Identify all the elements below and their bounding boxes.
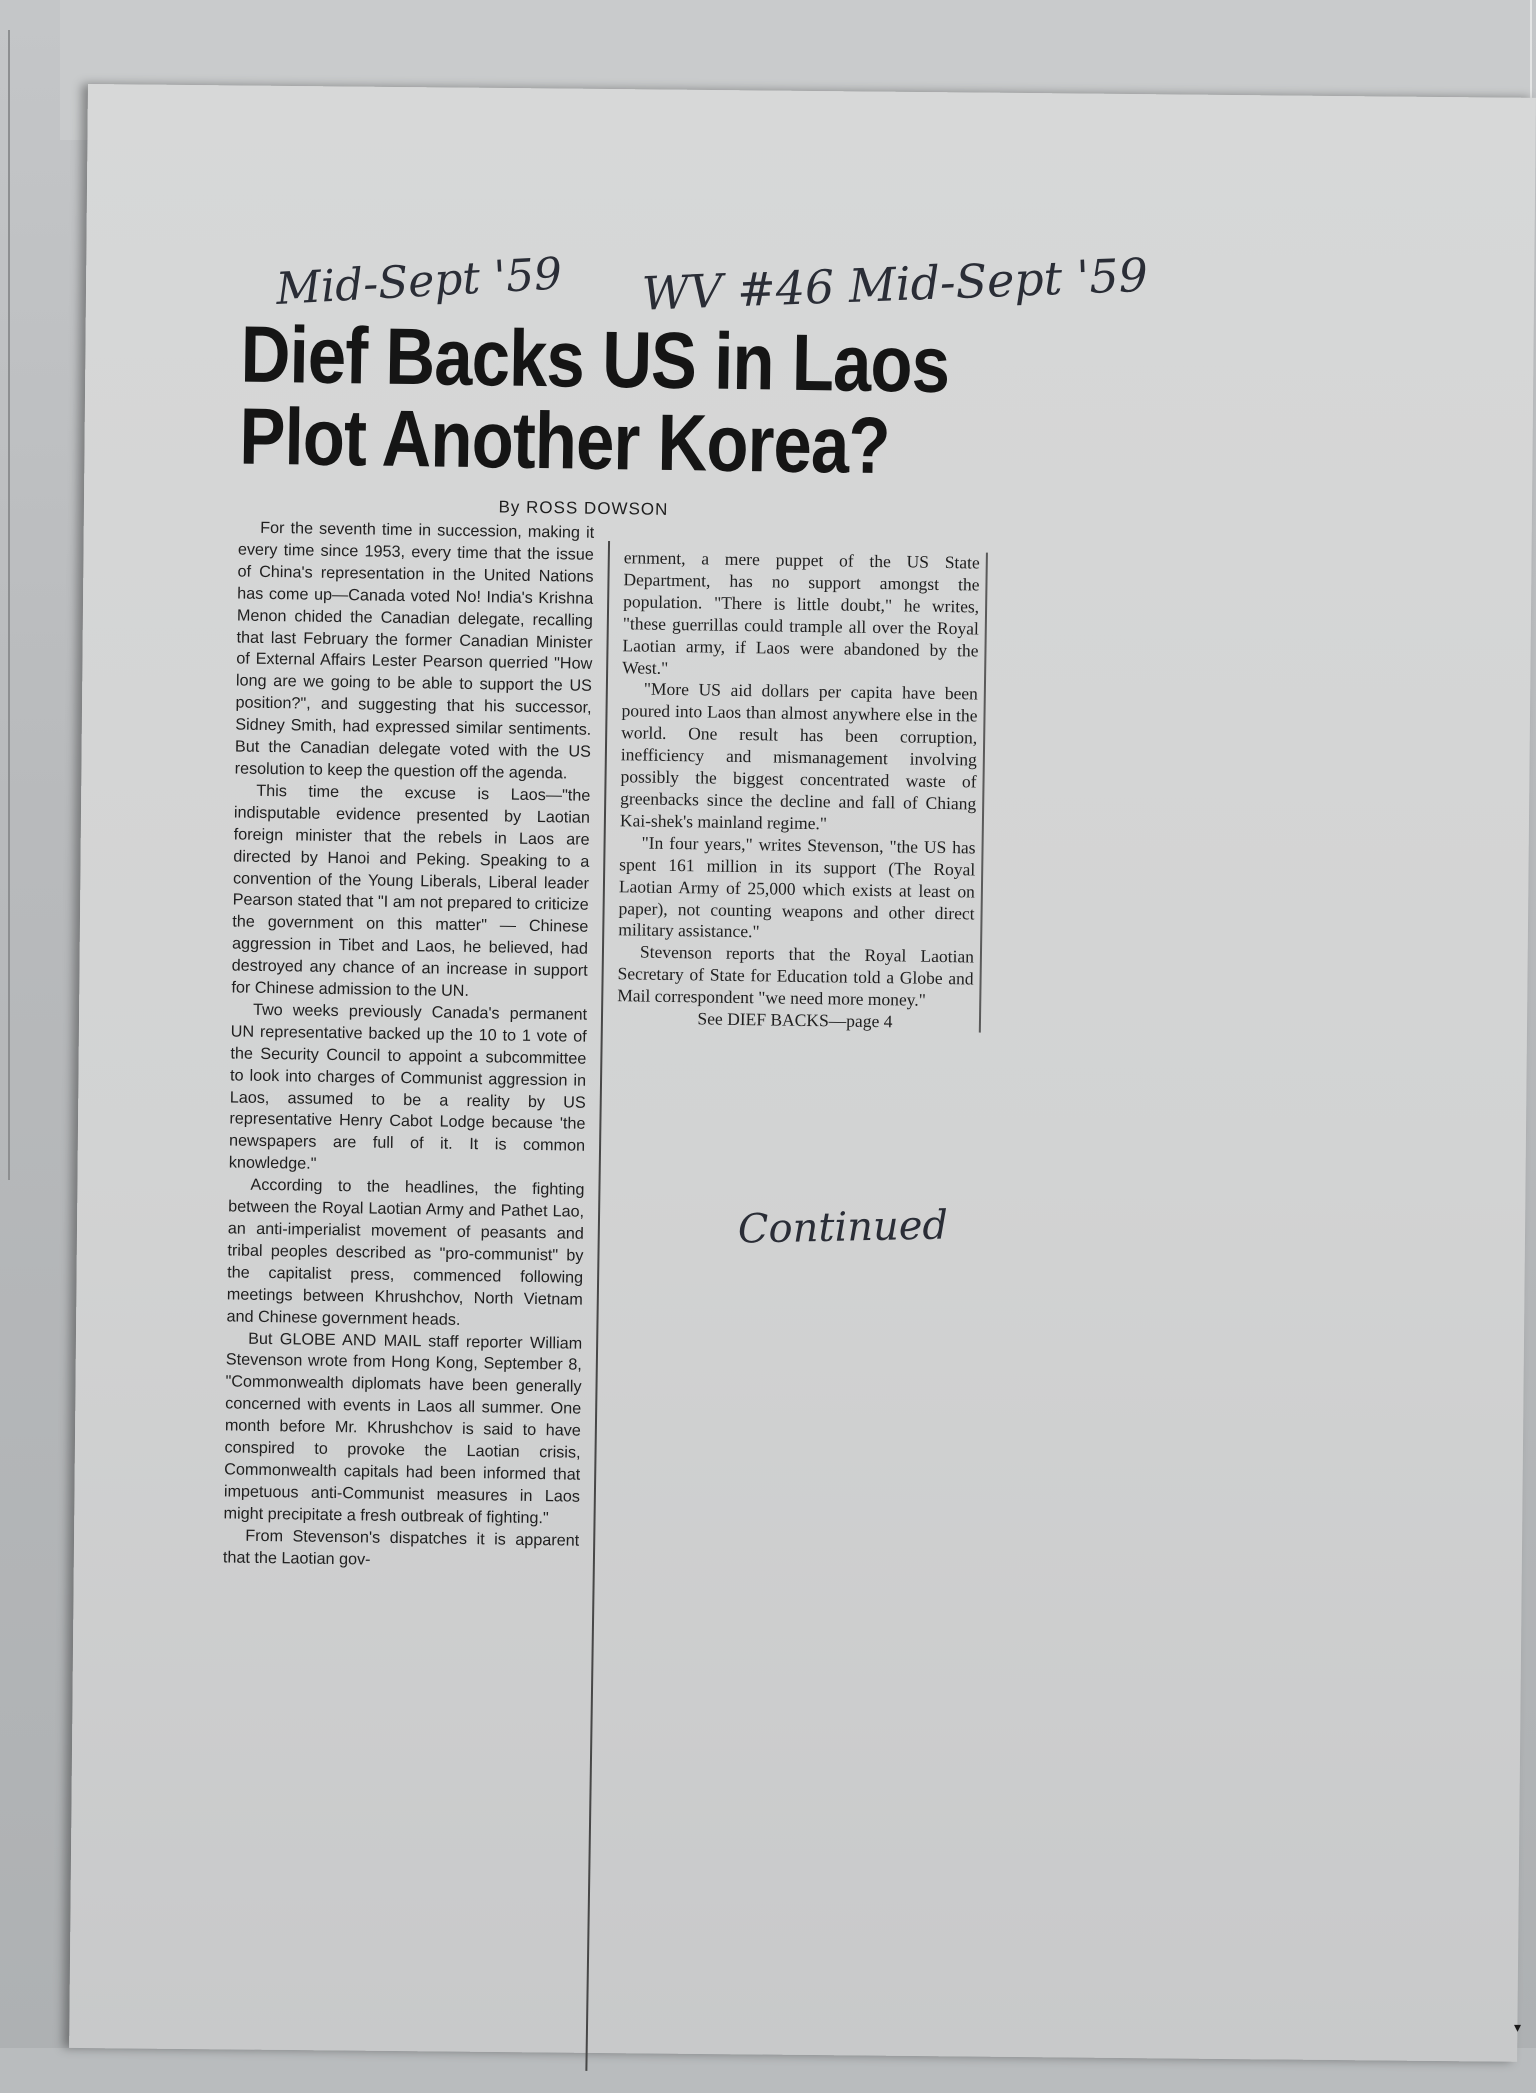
clipping-edge: [979, 553, 988, 1033]
article-column-2: [617, 547, 980, 1034]
headline-line-2: Plot Another Korea?: [238, 391, 891, 491]
paragraph: This time the excuse is Laos—"the indisputable evidence presented by Laotian foreign minister that the rebels in Laos are directed by Hanoi and Peking. Speaking to a convention of the Young Liberals, Liberal leader Pearson stated that "I am not prepared to criticize the government on this matter" — Chinese aggression in Tibet and Laos, he believed, had destroyed any chance of an increase in support for Chinese admission to the UN.: [231, 781, 591, 1001]
paragraph: For the seventh time in succession, making it every time since 1953, every time that the issue of China's representation in the United Nations has come up—Canada voted No! India's Krishna Menon chided the Canadian delegate, recalling that last February the former Canadian Minister of External Affairs Lester Pearson querried "How long are we going to be able to support the US position?", and suggesting that his successor, Sidney Smith, had expressed similar sentiments. But the Canadian delegate voted with the US resolution to keep the question off the agenda.: [234, 518, 595, 783]
paragraph: ernment, a mere puppet of the US State Department, has no support amongst the population. "There is little doubt," he writes, "these guerrillas could trample all over the Royal Laotian army, if Laos were abandoned by the West.": [622, 547, 980, 678]
article-column-1: [223, 518, 595, 1575]
scrapbook-page: [69, 84, 1536, 2062]
headline: [238, 309, 950, 491]
paragraph: Stevenson reports that the Royal Laotian Secretary of State for Education told a Globe and Mail correspondent "we need more money.": [617, 941, 975, 1010]
binder-edge: [8, 30, 10, 1180]
paragraph: But GLOBE AND MAIL staff reporter William Stevenson wrote from Hong Kong, September 8, "Commonwealth diplomats have been generally concerned with events in Laos all summer. One month before Mr. Khrushchov is said to have conspired to provoke the Laotian crisis, Commonwealth capitals had been informed that impetuous anti-Communist measures in Laos might precipitate a fresh outbreak of fighting.": [223, 1329, 583, 1528]
byline: By ROSS DOWSON: [498, 497, 669, 519]
newspaper-clipping: [205, 235, 1149, 2086]
headline-line-1: Dief Backs US in Laos: [240, 309, 950, 410]
paragraph: According to the headlines, the fighting between the Royal Laotian Army and Pathet Lao, an anti-imperialist movement of peasants and tribal peoples described as "pro-communist" by the capitalist press, commenced following meetings between Khrushchov, North Vietnam and Chinese government heads.: [226, 1175, 585, 1329]
paragraph: "In four years," writes Stevenson, "the US has spent 161 million in its support (The Royal Laotian Army of 25,000 which exists at least on paper), not counting weapons and other direct military assistance.": [618, 832, 976, 942]
handwritten-reference: WV #46 Mid-Sept '59: [641, 247, 1149, 321]
paragraph: From Stevenson's dispatches it is apparent that the Laotian gov-: [222, 1526, 580, 1569]
paragraph: Two weeks previously Canada's permanent UN representative backed up the 10 to 1 vote of the Security Council to appoint a subcommittee to look into charges of Communist aggression in Laos, assumed to be a reality by US representative Henry Cabot Lodge because 'the newspapers are full of it. It is common knowledge.": [228, 1000, 588, 1174]
paragraph: "More US aid dollars per capita have been poured into Laos than almost anywhere else in the world. One result has been corruption, inefficiency and mismanagement involving possibly the biggest concentrated waste of greenbacks since the decline and fall of Chiang Kai-shek's mainland regime.": [619, 678, 978, 834]
corner-mark-icon: ▾: [1514, 2020, 1522, 2036]
handwritten-continued: Continued: [737, 1202, 949, 1253]
handwritten-date: Mid-Sept '59: [274, 248, 564, 315]
continuation-reference: See DIEF BACKS—page 4: [697, 1008, 893, 1032]
